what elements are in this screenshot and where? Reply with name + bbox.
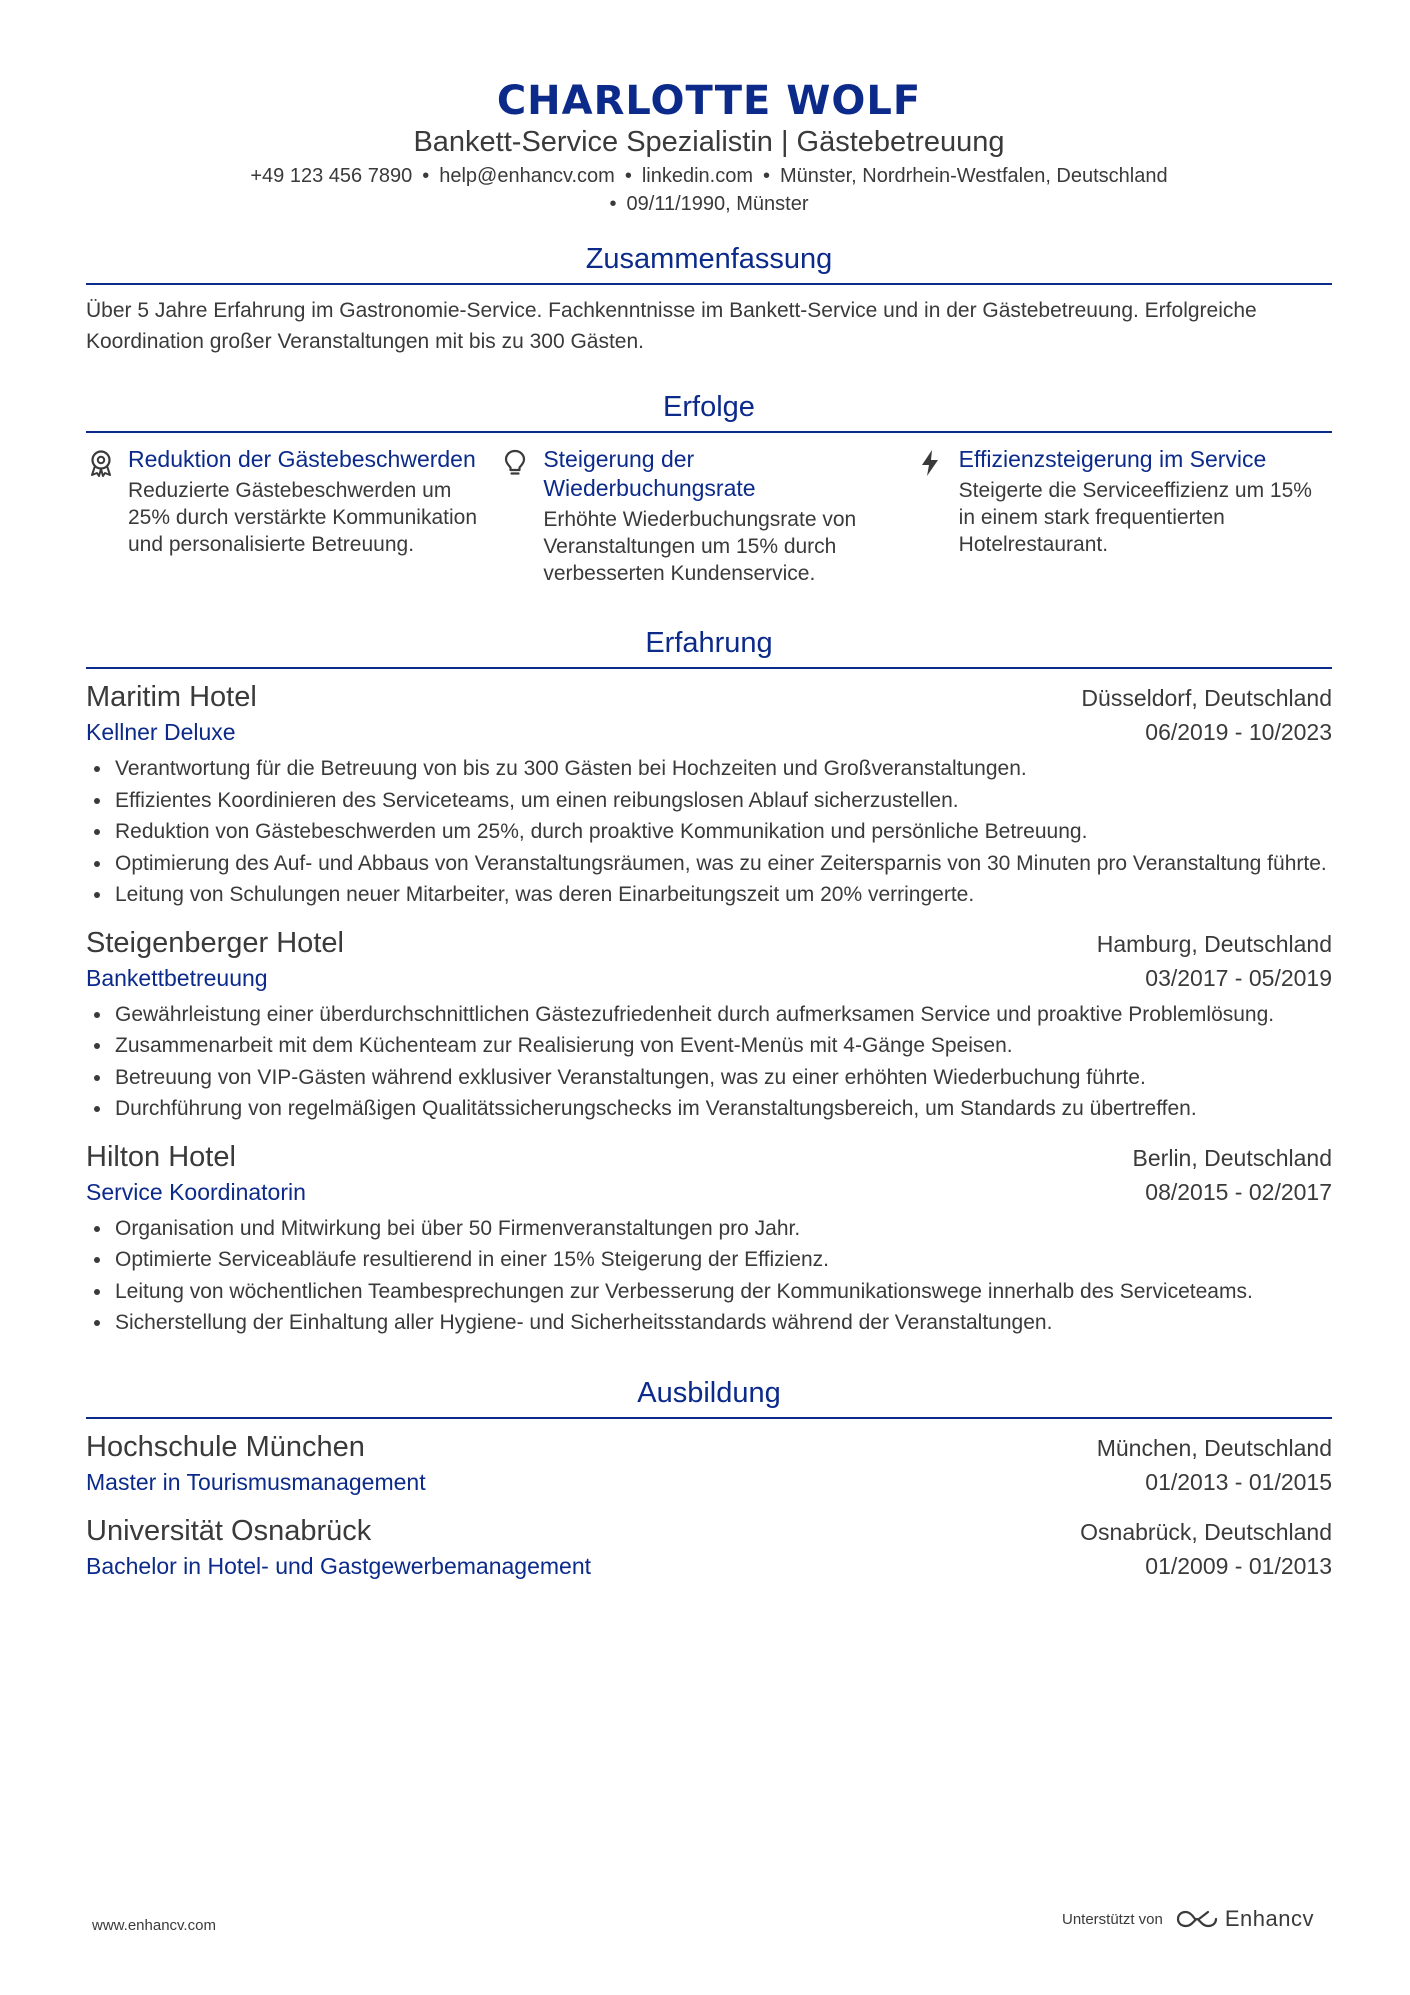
contact-line — [86, 162, 1332, 191]
school-name: Hochschule München — [86, 1430, 365, 1463]
website-link[interactable]: linkedin.com — [641, 165, 753, 187]
job-location: Düsseldorf, Deutschland — [1081, 685, 1332, 711]
school-name: Universität Osnabrück — [86, 1514, 372, 1547]
job-bullets — [86, 1213, 1332, 1339]
summary-section — [86, 241, 1332, 357]
bullet-item: Durchführung von regelmäßigen Qualitätssicherungschecks im Veranstaltungsbereich, um Standards zu übertreffen. — [86, 1093, 1332, 1125]
lightbulb-icon — [501, 445, 543, 587]
education-entry — [86, 1429, 1332, 1499]
contact-line-2 — [86, 190, 1332, 219]
bullet-item: Sicherstellung der Einhaltung aller Hygiene- und Sicherheitsstandards während der Veranstaltungen. — [86, 1307, 1332, 1339]
company-name: Hilton Hotel — [86, 1140, 236, 1173]
job-dates: 03/2017 - 05/2019 — [1145, 964, 1332, 991]
separator-dot: • — [609, 193, 617, 215]
job-location: Berlin, Deutschland — [1132, 1144, 1332, 1171]
powered-by-label: Unterstützt von — [1061, 1910, 1163, 1928]
school-location: München, Deutschland — [1096, 1434, 1332, 1461]
achievement-item — [917, 445, 1332, 587]
job-role: Bankettbetreuung — [86, 964, 268, 991]
job-role: Kellner Deluxe — [86, 719, 236, 745]
section-divider — [86, 667, 1332, 669]
section-divider — [86, 283, 1332, 285]
school-location: Osnabrück, Deutschland — [1080, 1518, 1332, 1545]
education-dates: 01/2013 - 01/2015 — [1145, 1468, 1332, 1495]
summary-text: Über 5 Jahre Erfahrung im Gastronomie-Service. Fachkenntnisse im Bankett-Service und in der Gästebetreuung. Erfolgreiche Koordination großer Veranstaltungen mit bis zu 300 Gästen. — [86, 299, 1257, 353]
achievements-section — [86, 389, 1332, 587]
experience-section — [86, 625, 1332, 1339]
resume-page — [86, 0, 1332, 1583]
section-title-summary: Zusammenfassung — [585, 243, 833, 275]
section-title-education: Ausbildung — [637, 1376, 781, 1409]
bullet-item: Effizientes Koordinieren des Serviceteams, um einen reibungslosen Ablauf sicherzustellen. — [86, 785, 1332, 817]
achievement-title: Effizienzsteigerung im Service — [958, 446, 1267, 472]
email[interactable]: help@enhancv.com — [439, 165, 615, 187]
candidate-name: CHARLOTTE WOLF — [496, 78, 922, 124]
section-title-achievements: Erfolge — [663, 391, 755, 423]
job-role: Service Koordinatorin — [86, 1178, 306, 1205]
company-name: Maritim Hotel — [86, 681, 257, 713]
degree: Bachelor in Hotel- und Gastgewerbemanagement — [86, 1552, 592, 1579]
section-divider — [86, 431, 1332, 433]
brand-name: Enhancv — [1224, 1906, 1314, 1931]
achievement-item — [501, 445, 916, 587]
award-icon — [86, 445, 128, 587]
lightning-icon — [917, 445, 959, 587]
achievement-description: Erhöhte Wiederbuchungsrate von Veranstaltungen um 15% durch verbesserten Kundenservice. — [543, 508, 857, 585]
job-dates: 06/2019 - 10/2023 — [1145, 719, 1332, 745]
bullet-item: Leitung von Schulungen neuer Mitarbeiter, was deren Einarbeitungszeit um 20% verringerte. — [86, 879, 1332, 911]
candidate-title: Bankett-Service Spezialistin | Gästebetreuung — [413, 126, 1005, 158]
achievements-list — [86, 445, 1332, 587]
bullet-item: Zusammenarbeit mit dem Küchenteam zur Realisierung von Event-Menüs mit 4-Gänge Speisen. — [86, 1030, 1332, 1062]
job-bullets — [86, 999, 1332, 1125]
location: Münster, Nordrhein-Westfalen, Deutschland — [780, 165, 1168, 187]
job-location: Hamburg, Deutschland — [1096, 930, 1332, 957]
education-dates: 01/2009 - 01/2013 — [1145, 1552, 1332, 1579]
birth-info: 09/11/1990, Münster — [626, 193, 809, 215]
separator-dot: • — [763, 165, 771, 187]
education-entry — [86, 1513, 1332, 1583]
experience-entry — [86, 679, 1332, 911]
achievement-title: Steigerung der Wiederbuchungsrate — [543, 446, 756, 501]
separator-dot: • — [422, 165, 430, 187]
bullet-item: Leitung von wöchentlichen Teambesprechungen zur Verbesserung der Kommunikationswege innerhalb des Serviceteams. — [86, 1276, 1332, 1308]
achievement-description: Reduzierte Gästebeschwerden um 25% durch verstärkte Kommunikation und personalisierte Betreuung. — [128, 479, 477, 556]
bullet-item: Gewährleistung einer überdurchschnittlichen Gästezufriedenheit durch aufmerksamen Service und proaktive Problemlösung. — [86, 999, 1332, 1031]
bullet-item: Optimierung des Auf- und Abbaus von Veranstaltungsräumen, was zu einer Zeitersparnis von 30 Minuten pro Veranstaltung führte. — [86, 848, 1332, 880]
bullet-item: Organisation und Mitwirkung bei über 50 Firmenveranstaltungen pro Jahr. — [86, 1213, 1332, 1245]
company-name: Steigenberger Hotel — [86, 926, 344, 959]
education-section — [86, 1375, 1332, 1583]
achievement-item — [86, 445, 501, 587]
phone: +49 123 456 7890 — [250, 165, 413, 187]
footer-website[interactable]: www.enhancv.com — [92, 1917, 216, 1934]
experience-entry — [86, 1139, 1332, 1339]
separator-dot: • — [624, 165, 632, 187]
footer-branding — [1062, 1906, 1314, 1932]
enhancv-logo-icon — [1175, 1908, 1219, 1930]
achievement-description: Steigerte die Serviceeffizienz um 15% in einem stark frequentierten Hotelrestaurant. — [958, 479, 1312, 556]
bullet-item: Reduktion von Gästebeschwerden um 25%, durch proaktive Kommunikation und persönliche Betreuung. — [86, 816, 1332, 848]
section-divider — [86, 1417, 1332, 1419]
bullet-item: Verantwortung für die Betreuung von bis zu 300 Gästen bei Hochzeiten und Großveranstaltungen. — [86, 753, 1332, 785]
job-dates: 08/2015 - 02/2017 — [1145, 1178, 1332, 1205]
degree: Master in Tourismusmanagement — [86, 1468, 426, 1495]
experience-entry — [86, 925, 1332, 1125]
job-bullets — [86, 753, 1332, 911]
bullet-item: Optimierte Serviceabläufe resultierend in einer 15% Steigerung der Effizienz. — [86, 1244, 1332, 1276]
bullet-item: Betreuung von VIP-Gästen während exklusiver Veranstaltungen, was zu einer erhöhten Wiederbuchung führte. — [86, 1062, 1332, 1094]
section-title-experience: Erfahrung — [645, 627, 773, 659]
achievement-title: Reduktion der Gästebeschwerden — [128, 446, 476, 472]
